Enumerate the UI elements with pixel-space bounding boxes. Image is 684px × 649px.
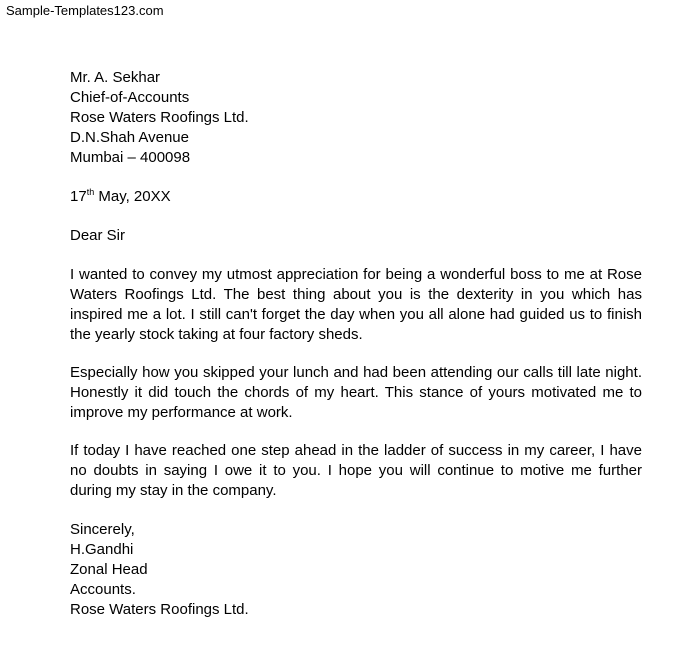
sender-department: Accounts.: [70, 581, 136, 598]
watermark-text: Sample-Templates123.com: [6, 3, 164, 18]
paragraph-2: Especially how you skipped your lunch and had been attending our calls till late night. Honestly it did touch the chords of my heart. This stance of yours motivated me to improve my performance at work.: [70, 364, 642, 421]
recipient-company: Rose Waters Roofings Ltd.: [70, 109, 249, 126]
recipient-city: Mumbai – 400098: [70, 149, 191, 166]
date-suffix: th: [86, 187, 95, 197]
letter-date: [70, 187, 642, 207]
sender-name: H.Gandhi: [70, 541, 134, 558]
salutation: Dear Sir: [70, 227, 126, 244]
recipient-name: Mr. A. Sekhar: [70, 69, 161, 86]
sender-title: Zonal Head: [70, 561, 148, 578]
closing-signature: [70, 520, 642, 620]
date-rest: May, 20XX: [94, 188, 171, 205]
paragraph-1: I wanted to convey my utmost appreciation for being a wonderful boss to me at Rose Waters Roofings Ltd. The best thing about you is the dexterity in you which has inspired me a lot. I still can't forget the day when you all alone had guided us to finish the yearly stock taking at four factory sheds.: [70, 266, 642, 343]
recipient-address: [70, 68, 642, 168]
letter-body: [70, 68, 642, 620]
paragraph-3: If today I have reached one step ahead in the ladder of success in my career, I have no doubts in saying I owe it to you. I hope you will continue to motive me further during my stay in the company.: [70, 442, 642, 499]
valediction: Sincerely,: [70, 521, 135, 538]
date-day: 17: [70, 188, 87, 205]
sender-company: Rose Waters Roofings Ltd.: [70, 601, 249, 618]
recipient-title: Chief-of-Accounts: [70, 89, 190, 106]
recipient-street: D.N.Shah Avenue: [70, 129, 189, 146]
